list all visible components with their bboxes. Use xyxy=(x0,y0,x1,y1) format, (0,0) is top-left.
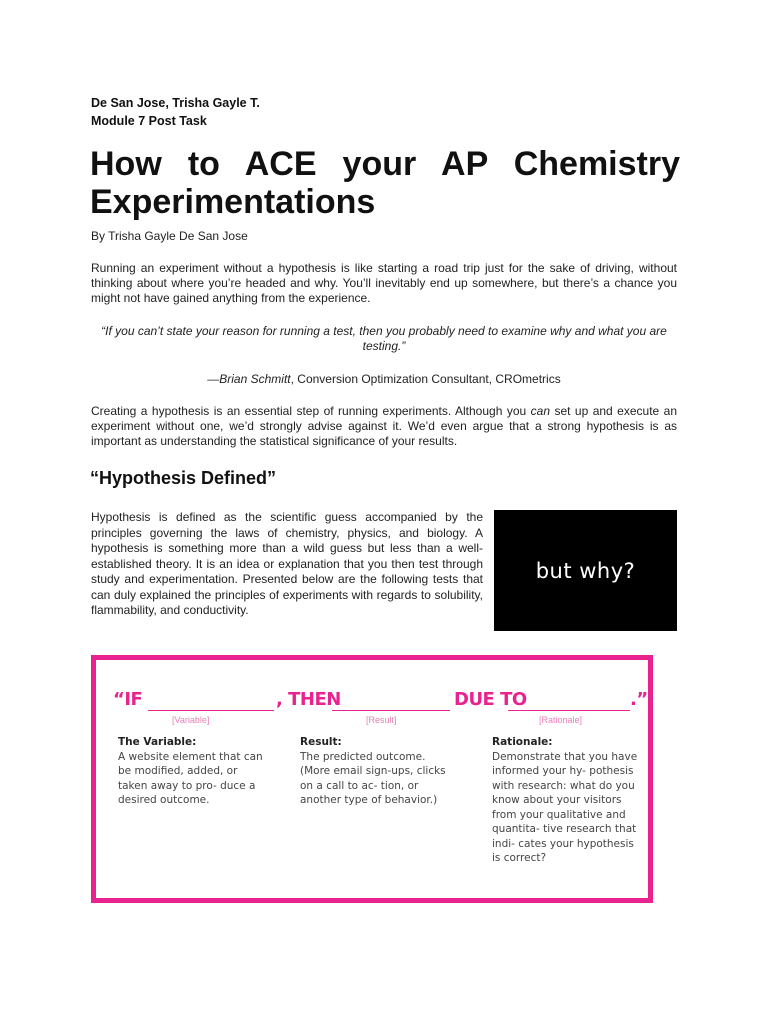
author-name: De San Jose, Trisha Gayle T. xyxy=(91,96,260,110)
rationale-column xyxy=(492,735,638,866)
module-label: Module 7 Post Task xyxy=(91,114,207,128)
intro-paragraph: Running an experiment without a hypothesis is like starting a road trip just for the sake of driving, without thinking about where you’re headed and why. You’ll inevitably end up somewhere, but there’s a chance you might not have gained anything from the experience. xyxy=(91,261,677,305)
blank-result xyxy=(332,710,450,711)
formula-due-to: DUE TO xyxy=(454,689,527,710)
blank-variable xyxy=(148,710,274,711)
second-paragraph xyxy=(91,404,677,449)
caption-variable: [Variable] xyxy=(172,715,210,725)
hypothesis-infographic xyxy=(91,655,653,903)
variable-text: A website element that can be modified, added, or taken away to pro- duce a desired outcome. xyxy=(118,750,263,806)
section-heading: “Hypothesis Defined” xyxy=(90,468,277,488)
hypothesis-paragraph: Hypothesis is defined as the scientific guess accompanied by the principles governing the laws of chemistry, physics, and biology. A hypothesis is something more than a wild guess but less than a well-established theory. It is an idea or explanation that you then test through study and experimentation. Presented below are the following tests that can duly explained the principles of experiments with regards to solubility, flammability, and conductivity. xyxy=(91,510,483,617)
formula-end-quote: .” xyxy=(630,689,648,710)
paragraph-text: Creating a hypothesis is an essential step of running experiments. Although you xyxy=(91,404,531,418)
article-title: How to ACE your AP Chemistry Experimentations xyxy=(90,145,680,221)
pull-quote: “If you can’t state your reason for running a test, then you probably need to examine why and what you are testing.” xyxy=(101,324,667,353)
rationale-heading: Rationale: xyxy=(492,736,553,748)
result-heading: Result: xyxy=(300,736,342,748)
quote-attribution xyxy=(91,372,677,386)
rationale-text: Demonstrate that you have informed your hy- pothesis with research: what do you know about your visitors from your qualitative and quantita- tive research that indi- cates your hypothesis is correct? xyxy=(492,750,638,864)
attribution-name: —Brian Schmitt xyxy=(207,372,291,386)
caption-result: [Result] xyxy=(366,715,397,725)
but-why-text: but why? xyxy=(535,558,636,583)
formula-then: , THEN xyxy=(276,689,341,710)
result-column xyxy=(300,735,448,808)
result-text: The predicted outcome. (More email sign-ups, clicks on a call to ac- tion, or another type of behavior.) xyxy=(300,750,446,806)
variable-column xyxy=(118,735,268,808)
but-why-image xyxy=(494,510,677,631)
caption-rationale: [Rationale] xyxy=(539,715,583,725)
author-block xyxy=(91,94,260,130)
variable-heading: The Variable: xyxy=(118,736,197,748)
article-byline: By Trisha Gayle De San Jose xyxy=(91,229,248,243)
blank-rationale xyxy=(508,710,630,711)
attribution-role: , Conversion Optimization Consultant, CROmetrics xyxy=(290,372,561,386)
paragraph-text: set up and execute an experiment without one, we’d strongly advise against it. We’d even argue that a strong hypothesis is as important as understanding the statistical significance of your results. xyxy=(91,404,677,448)
emphasis-can: can xyxy=(530,404,550,418)
formula-if: “IF xyxy=(113,689,143,710)
